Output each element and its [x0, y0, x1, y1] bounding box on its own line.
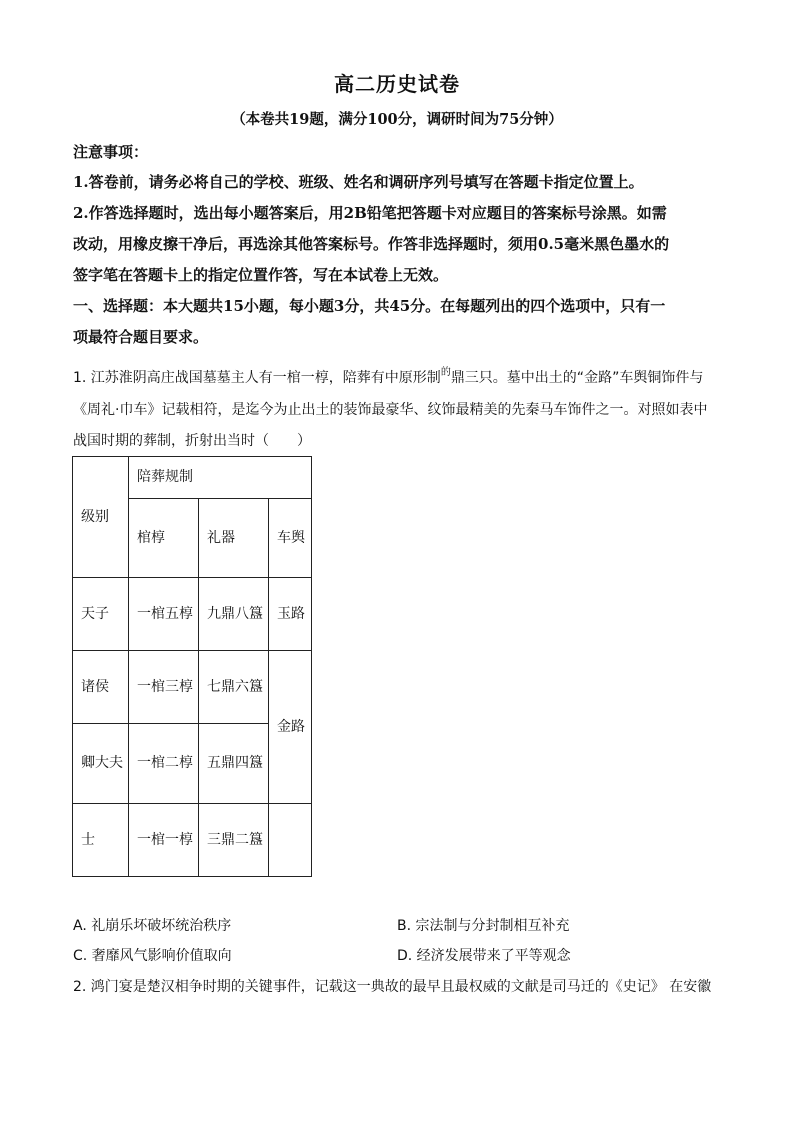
question-1-line-1-part-2: 鼎三只。墓中出土的“金路”车舆铜饰件与 — [450, 370, 704, 386]
notes-line-2a: 2.作答选择题时，选出每小题答案后，用2B铅笔把答题卡对应题目的答案标号涂黑。如需 — [73, 204, 667, 222]
option-d[interactable]: D. 经济发展带来了平等观念 — [397, 948, 571, 964]
question-1-superscript: 的 — [440, 367, 451, 378]
question-2-line-1: 2. 鸿门宴是楚汉相争时期的关键事件，记载这一典故的最早且最权威的文献是司马迁的《史记》 在安徽 — [73, 979, 712, 995]
table-row — [73, 804, 312, 877]
table-header-coffin: 棺椁 — [129, 499, 199, 578]
table-cell-level: 诸侯 — [73, 651, 129, 724]
table-cell-coffin: 一棺一椁 — [129, 804, 199, 877]
table-cell-carriage: 玉路 — [269, 578, 312, 651]
notes-line-2b: 改动，用橡皮擦干净后，再选涂其他答案标号。作答非选择题时，须用0.5毫米黑色墨水的 — [73, 235, 670, 253]
table-cell-ritual: 五鼎四簋 — [199, 724, 269, 804]
question-1-line-3: 战国时期的葬制，折射出当时（ ） — [73, 433, 311, 449]
section-heading-line-1: 一、选择题：本大题共15小题，每小题3分，共45分。在每题列出的四个选项中，只有一 — [73, 297, 666, 315]
question-1-line-2: 《周礼·巾车》记载相符，是迄今为止出土的装饰最豪华、纹饰最精美的先秦马车饰件之一。对照如表中 — [73, 402, 708, 418]
table-cell-carriage — [269, 804, 312, 877]
notes-line-2c: 签字笔在答题卡上的指定位置作答，写在本试卷上无效。 — [73, 266, 449, 284]
table-cell-ritual: 七鼎六簋 — [199, 651, 269, 724]
table-row — [73, 651, 312, 724]
table-cell-ritual: 九鼎八簋 — [199, 578, 269, 651]
table-cell-level: 士 — [73, 804, 129, 877]
question-1-line-1 — [73, 368, 703, 390]
notes-line-1: 1.答卷前，请务必将自己的学校、班级、姓名和调研序列号填写在答题卡指定位置上。 — [73, 173, 644, 191]
table-header-level: 级别 — [73, 457, 129, 578]
burial-rules-table — [72, 456, 312, 877]
table-header-carriage: 车舆 — [269, 499, 312, 578]
exam-subtitle: （本卷共19题，满分100分，调研时间为75分钟） — [231, 111, 563, 128]
table-cell-coffin: 一棺三椁 — [129, 651, 199, 724]
question-1-line-1-part-1: 1. 江苏淮阴高庄战国墓墓主人有一棺一椁，陪葬有中原形制 — [73, 370, 441, 386]
section-heading-line-2: 项最符合题目要求。 — [73, 328, 209, 346]
table-header-group: 陪葬规制 — [129, 457, 312, 499]
option-c[interactable]: C. 奢靡风气影响价值取向 — [73, 948, 232, 964]
exam-title: 高二历史试卷 — [334, 72, 460, 96]
table-row — [73, 578, 312, 651]
option-b[interactable]: B. 宗法制与分封制相互补充 — [397, 918, 570, 934]
table-cell-level: 天子 — [73, 578, 129, 651]
table-cell-level: 卿大夫 — [73, 724, 129, 804]
table-cell-coffin: 一棺二椁 — [129, 724, 199, 804]
notes-heading: 注意事项： — [73, 143, 149, 161]
option-a[interactable]: A. 礼崩乐坏破坏统治秩序 — [73, 918, 232, 934]
table-cell-carriage: 金路 — [269, 651, 312, 804]
table-header-ritual: 礼器 — [199, 499, 269, 578]
table-cell-ritual: 三鼎二簋 — [199, 804, 269, 877]
table-cell-coffin: 一棺五椁 — [129, 578, 199, 651]
